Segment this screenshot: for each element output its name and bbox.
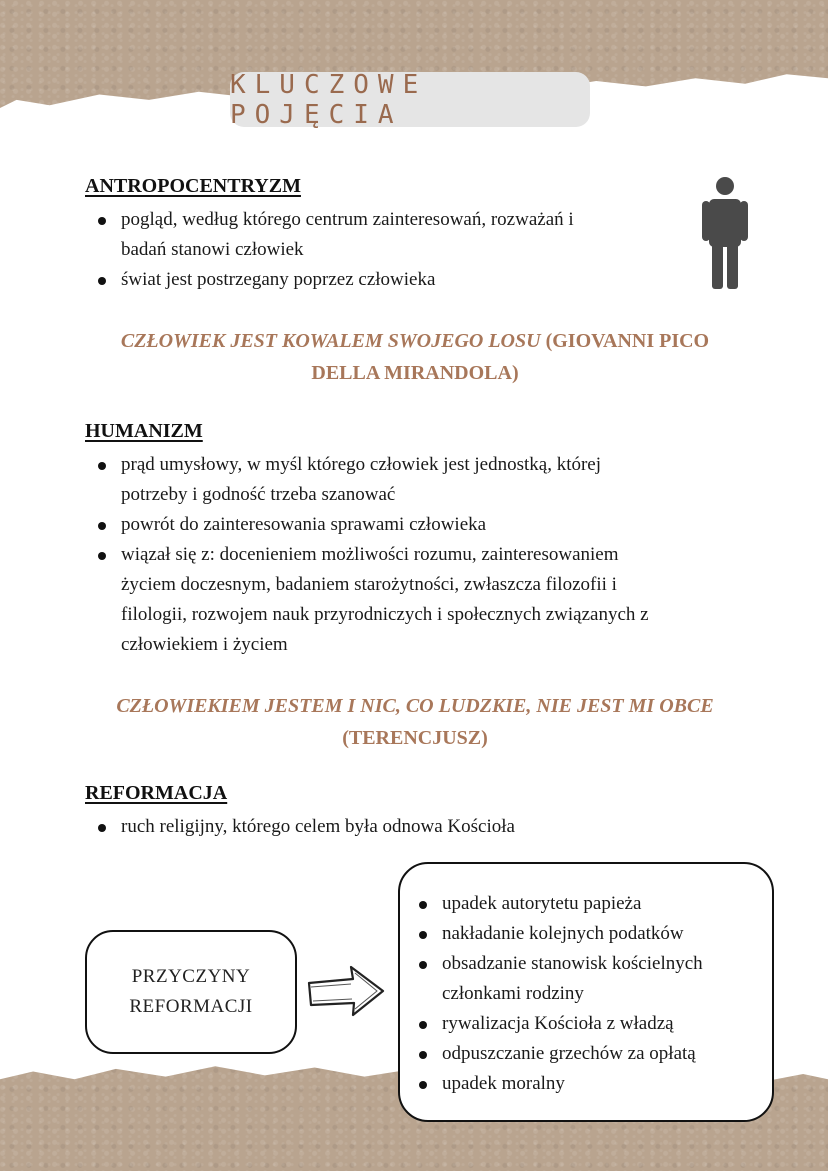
heading-humanizm: HUMANIZM xyxy=(85,420,203,442)
quote-author: (TERENCJUSZ) xyxy=(342,727,488,749)
quote-terencjusz xyxy=(75,690,755,754)
quote-pico xyxy=(75,325,755,389)
list-item: ruch religijny, którego celem była odnowa Kościoła xyxy=(121,812,515,842)
page-title xyxy=(230,69,590,130)
list-item: powrót do zainteresowania sprawami człowieka xyxy=(121,510,649,540)
list-item: odpuszczanie grzechów za opłatą xyxy=(442,1039,703,1069)
list-item: obsadzanie stanowisk kościelnych członkami rodziny xyxy=(442,949,703,1009)
causes-label-box xyxy=(85,930,297,1054)
person-icon xyxy=(700,175,750,290)
list-item: pogląd, według którego centrum zainteresowań, rozważań i badań stanowi człowiek xyxy=(121,205,574,265)
causes-list-box xyxy=(398,862,774,1122)
list-item: rywalizacja Kościoła z władzą xyxy=(442,1009,703,1039)
list-item: prąd umysłowy, w myśl którego człowiek jest jednostką, której potrzeby i godność trzeba szanować xyxy=(121,450,649,510)
causes-list xyxy=(406,889,703,1099)
page-title-text: KLUCZOWE POJĘCIA xyxy=(230,69,428,130)
quote-author-cont: DELLA MIRANDOLA) xyxy=(311,362,519,384)
quote-author: (GIOVANNI PICO xyxy=(540,330,710,352)
list-humanizm xyxy=(85,450,649,660)
list-antropocentryzm xyxy=(85,205,574,295)
list-item: nakładanie kolejnych podatków xyxy=(442,919,703,949)
quote-text: CZŁOWIEKIEM JESTEM I NIC, CO LUDZKIE, NIE JEST MI OBCE xyxy=(116,695,714,717)
list-item: świat jest postrzegany poprzez człowieka xyxy=(121,265,574,295)
causes-label-line2: REFORMACJI xyxy=(129,996,253,1017)
list-item: upadek autorytetu papieża xyxy=(442,889,703,919)
quote-text: CZŁOWIEK JEST KOWALEM SWOJEGO LOSU xyxy=(120,330,541,352)
heading-antropocentryzm: ANTROPOCENTRYZM xyxy=(85,175,301,197)
causes-label-line1: PRZYCZYNY xyxy=(131,966,251,987)
list-item: wiązał się z: docenieniem możliwości rozumu, zainteresowaniem życiem doczesnym, badaniem starożytności, zwłaszcza filozofii i filologii, rozwojem nauk przyrodniczych i społecznych związanych z człowiekiem i życiem xyxy=(121,540,649,660)
heading-reformacja: REFORMACJA xyxy=(85,782,228,804)
list-item: upadek moralny xyxy=(442,1069,703,1099)
arrow-right-icon xyxy=(305,963,387,1019)
list-reformacja xyxy=(85,812,515,842)
